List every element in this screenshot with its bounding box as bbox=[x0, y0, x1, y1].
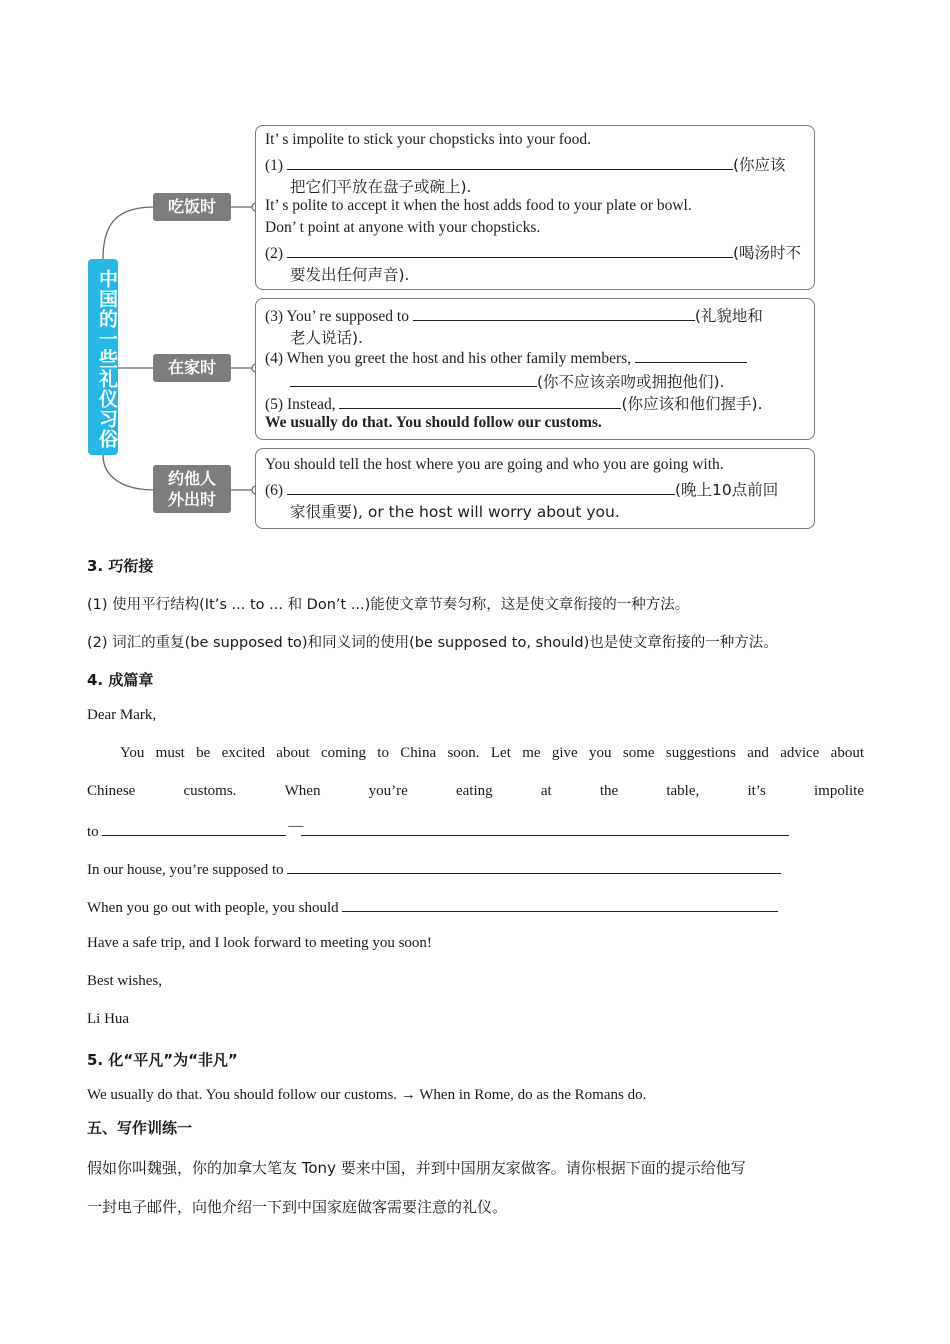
home-hint3: (礼貌地和 bbox=[694, 307, 763, 325]
home-prefix4: (4) When you greet the host and his other family members, bbox=[265, 350, 632, 367]
out-line3 bbox=[290, 500, 620, 522]
tag-home: 在家时 bbox=[153, 354, 231, 382]
eating-num2: (2) bbox=[265, 245, 284, 262]
blank-1[interactable] bbox=[287, 155, 733, 170]
line-out-text: When you go out with people, you should bbox=[87, 900, 339, 916]
letter-line-out bbox=[87, 897, 778, 917]
home-line1 bbox=[265, 304, 763, 326]
section5-text: We usually do that. You should follow our customs. → When in Rome, do as the Romans do. bbox=[87, 1087, 647, 1103]
eating-line5: Don’ t point at anyone with your chopsticks. bbox=[265, 219, 541, 236]
blank-house[interactable] bbox=[287, 859, 781, 874]
para2-word: Chinese bbox=[87, 783, 136, 799]
home-line2: 老人说话). bbox=[290, 329, 363, 347]
box-out bbox=[255, 448, 815, 529]
para2-word: at bbox=[540, 783, 552, 799]
blank-to-b[interactable] bbox=[301, 821, 789, 836]
home-line5 bbox=[265, 392, 763, 414]
letter-para1: You must be excited about coming to China soon. Let me give you some suggestions and advice about bbox=[120, 745, 864, 761]
out-line1: You should tell the host where you are going and who you are going with. bbox=[265, 456, 724, 473]
tag-out bbox=[153, 465, 231, 513]
para2-word: impolite bbox=[813, 783, 864, 799]
letter-greeting: Dear Mark, bbox=[87, 707, 157, 723]
para2-word: the bbox=[599, 783, 619, 799]
line-house-text: In our house, you’re supposed to bbox=[87, 862, 284, 878]
tag-eating: 吃饭时 bbox=[153, 193, 231, 221]
section-five-line1: 假如你叫魏强，你的加拿大笔友 Tony 要来中国，并到中国朋友家做客。请你根据下面的提示给他写 bbox=[87, 1159, 746, 1177]
section4-title: 4. 成篇章 bbox=[87, 671, 154, 689]
out-line3-text: 家很重要), or the host will worry about you. bbox=[290, 503, 620, 521]
blank-4a[interactable] bbox=[635, 348, 747, 363]
letter-para2 bbox=[87, 783, 864, 800]
section3-item2: (2) 词汇的重复(be supposed to)和同义词的使用(be supposed to, should)也是使文章衔接的一种方法。 bbox=[87, 635, 778, 651]
out-line2 bbox=[265, 478, 778, 500]
para2-word: When bbox=[284, 783, 321, 799]
para2-word: it’s bbox=[747, 783, 766, 799]
section3-title: 3. 巧衔接 bbox=[87, 557, 154, 575]
home-line4 bbox=[290, 370, 725, 392]
blank-6[interactable] bbox=[287, 480, 675, 495]
section5-title: 5. 化“平凡”为“非凡” bbox=[87, 1051, 238, 1069]
line-to-dash: — bbox=[288, 818, 304, 834]
home-prefix3: (3) You’ re supposed to bbox=[265, 308, 409, 325]
para2-word: customs. bbox=[183, 783, 237, 799]
box-home bbox=[255, 298, 815, 440]
line-to-word: to bbox=[87, 824, 99, 840]
eating-line7: 要发出任何声音). bbox=[290, 266, 410, 284]
out-num6: (6) bbox=[265, 482, 284, 499]
home-hint4: (你不应该亲吻或拥抱他们). bbox=[537, 373, 725, 391]
letter-line-house bbox=[87, 859, 781, 879]
eating-line6 bbox=[265, 241, 801, 263]
mindmap-root: 中国的一些礼仪习俗 bbox=[88, 259, 118, 455]
eating-line3: 把它们平放在盘子或碗上). bbox=[290, 178, 472, 196]
para2-word: eating bbox=[455, 783, 493, 799]
blank-2[interactable] bbox=[287, 243, 733, 258]
blank-out[interactable] bbox=[342, 897, 778, 912]
blank-3[interactable] bbox=[413, 306, 695, 321]
out-hint6: (晚上10点前回 bbox=[674, 481, 779, 499]
para2-word: you’re bbox=[368, 783, 408, 799]
eating-hint2: (喝汤时不 bbox=[732, 244, 802, 262]
home-line6: We usually do that. You should follow our customs. bbox=[265, 414, 602, 431]
eating-num1: (1) bbox=[265, 157, 284, 174]
para2-word: table, bbox=[666, 783, 700, 799]
section-five-line2: 一封电子邮件，向他介绍一下到中国家庭做客需要注意的礼仪。 bbox=[87, 1198, 508, 1216]
tag-out-line1: 约他人 bbox=[167, 469, 216, 488]
letter-closing1: Have a safe trip, and I look forward to meeting you soon! bbox=[87, 935, 432, 951]
home-hint5: (你应该和他们握手). bbox=[621, 395, 763, 413]
eating-hint1: (你应该 bbox=[732, 156, 786, 174]
blank-to-a[interactable] bbox=[102, 821, 286, 836]
eating-line4: It’ s polite to accept it when the host adds food to your plate or bowl. bbox=[265, 197, 692, 214]
letter-line-to bbox=[87, 818, 789, 841]
box-eating bbox=[255, 125, 815, 290]
section3-item1: (1) 使用平行结构(It’s ... to ... 和 Don’t ...)能使文章节奏匀称，这是使文章衔接的一种方法。 bbox=[87, 597, 690, 613]
eating-line2 bbox=[265, 153, 786, 175]
home-line3 bbox=[265, 348, 747, 368]
eating-line1: It’ s impolite to stick your chopsticks into your food. bbox=[265, 131, 592, 148]
section-five-title: 五、写作训练一 bbox=[87, 1119, 193, 1137]
letter-signature: Li Hua bbox=[87, 1011, 130, 1027]
blank-4b[interactable] bbox=[290, 372, 537, 387]
home-prefix5: (5) Instead, bbox=[265, 396, 336, 413]
tag-out-line2: 外出时 bbox=[167, 490, 216, 509]
letter-closing2: Best wishes, bbox=[87, 973, 162, 989]
blank-5[interactable] bbox=[339, 394, 621, 409]
